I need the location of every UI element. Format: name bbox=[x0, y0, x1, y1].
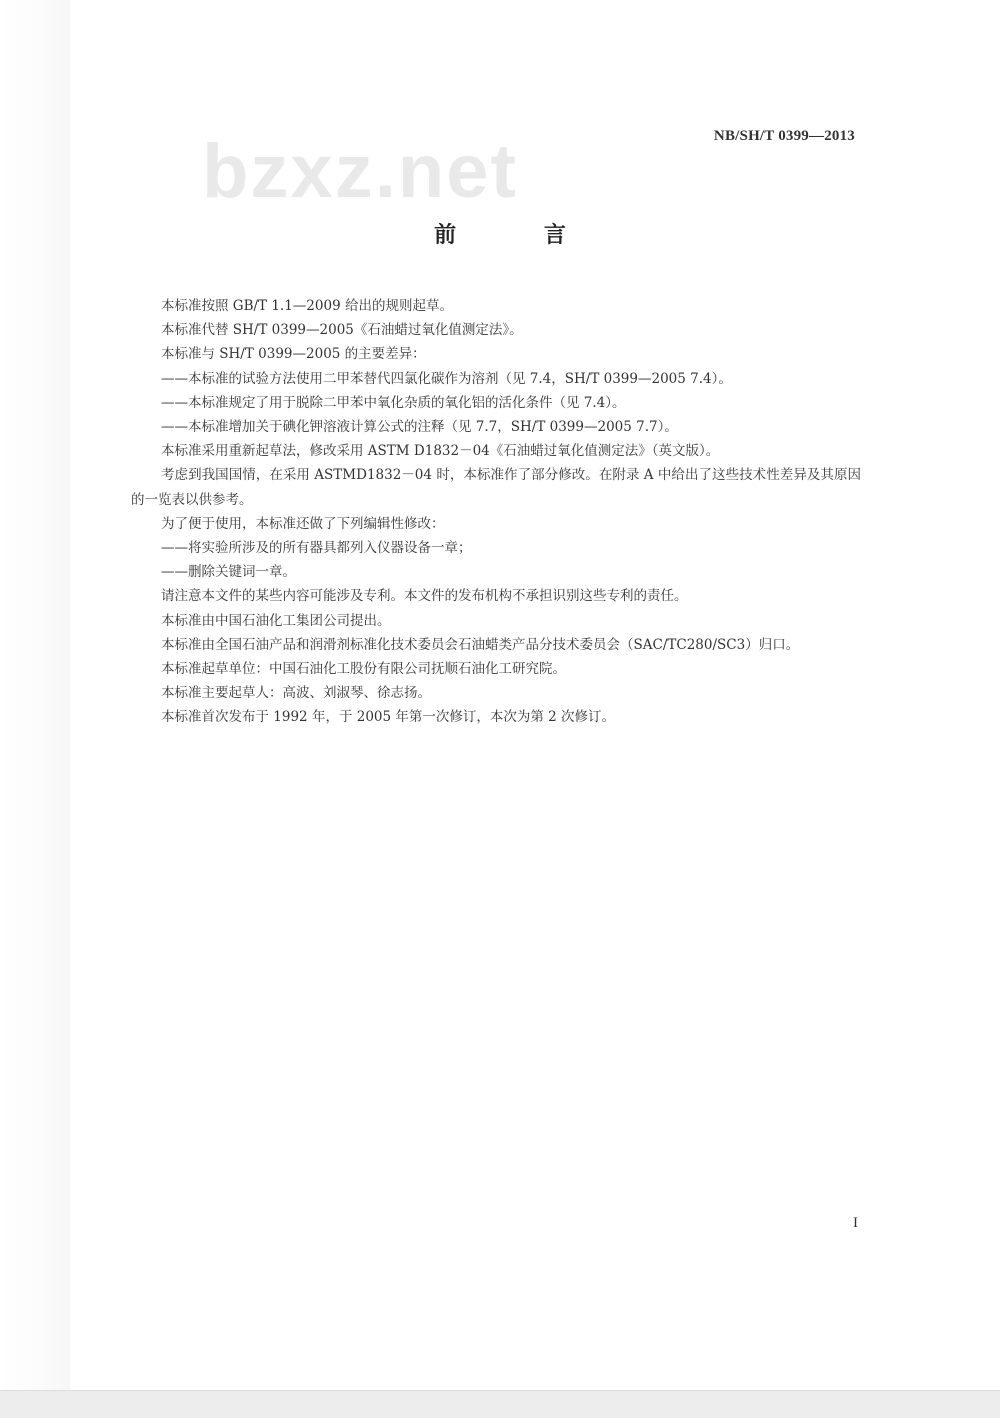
document-code: NB/SH/T 0399—2013 bbox=[713, 128, 855, 144]
paragraph: ——将实验所涉及的所有器具都列入仪器设备一章； bbox=[161, 540, 472, 557]
watermark: bzxz.net bbox=[202, 129, 518, 214]
paragraph: 本标准由中国石油化工集团公司提出。 bbox=[161, 612, 391, 629]
paragraph: 本标准起草单位：中国石油化工股份有限公司抚顺石油化工研究院。 bbox=[161, 661, 566, 678]
page-number: I bbox=[853, 1215, 858, 1231]
paragraph: ——本标准的试验方法使用二甲苯替代四氯化碳作为溶剂（见 7.4，SH/T 0399—2005 7.4）。 bbox=[161, 370, 732, 387]
paragraph: ——本标准规定了用于脱除二甲苯中氧化杂质的氧化铝的活化条件（见 7.4）。 bbox=[161, 394, 626, 411]
paragraph: 考虑到我国国情，在采用 ASTMD1832－04 时，本标准作了部分修改。在附录 A 中给出了这些技术性差异及其原因的一览表以供参考。 bbox=[131, 467, 861, 508]
paragraph: 本标准按照 GB/T 1.1—2009 给出的规则起草。 bbox=[161, 298, 453, 314]
paragraph: 本标准与 SH/T 0399—2005 的主要差异： bbox=[161, 346, 426, 363]
paragraph: 本标准代替 SH/T 0399—2005《石油蜡过氧化值测定法》。 bbox=[161, 322, 523, 339]
paragraph: 本标准采用重新起草法，修改采用 ASTM D1832－04《石油蜡过氧化值测定法》（英文版）。 bbox=[161, 443, 720, 460]
paragraph: ——本标准增加关于碘化钾溶液计算公式的注释（见 7.7，SH/T 0399—2005 7.7）。 bbox=[161, 419, 678, 436]
paragraph: 请注意本文件的某些内容可能涉及专利。本文件的发布机构不承担识别这些专利的责任。 bbox=[161, 588, 688, 605]
viewer-bottom-bar bbox=[0, 1390, 1000, 1418]
paragraph: 本标准由全国石油产品和润滑剂标准化技术委员会石油蜡类产品分技术委员会（SAC/TC280/SC3）归口。 bbox=[161, 636, 800, 653]
paragraph: 本标准首次发布于 1992 年，于 2005 年第一次修订，本次为第 2 次修订。 bbox=[161, 709, 616, 726]
scan-shadow bbox=[0, 0, 70, 1390]
foreword-body bbox=[131, 294, 861, 730]
paragraph: 为了便于使用，本标准还做了下列编辑性修改： bbox=[161, 515, 445, 532]
page-title: 前 言 bbox=[434, 223, 606, 248]
paragraph: ——删除关键词一章。 bbox=[161, 564, 296, 581]
paragraph: 本标准主要起草人：高波、刘淑琴、徐志扬。 bbox=[161, 685, 431, 702]
